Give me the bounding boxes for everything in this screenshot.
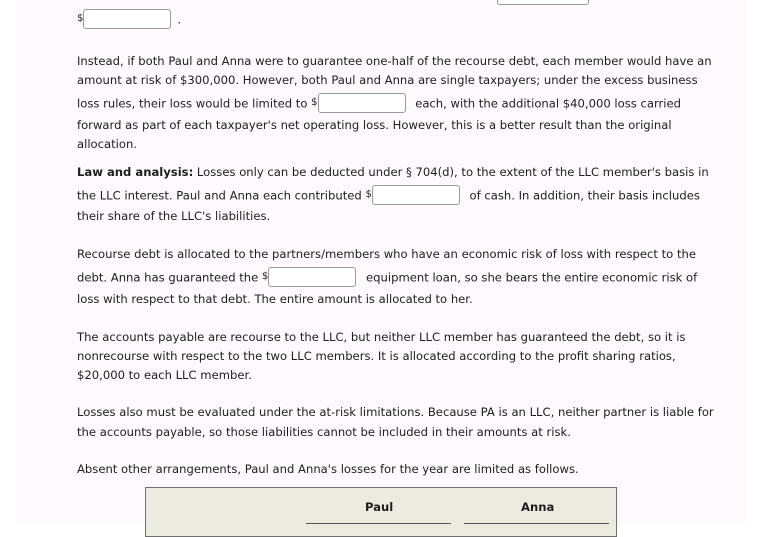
- currency-symbol: $: [261, 271, 269, 282]
- p3-line-2-after: equipment loan, so she bears the entire economic risk of: [366, 270, 698, 285]
- p1-line-4: forward as part of each taxpayer's net operating loss. However, this is a better result than the original: [77, 118, 672, 132]
- p2-line-1-rest: Losses only can be deducted under § 704(d), to the extent of the LLC member's basis in: [193, 165, 709, 179]
- equipment-loan-input[interactable]: [268, 267, 356, 287]
- p5-line-2: the accounts payable, so those liabilities cannot be included in their amounts at risk.: [77, 425, 571, 439]
- p3-line-3: loss with respect to that debt. The entire amount is allocated to her.: [77, 292, 473, 306]
- p5-line-1: Losses also must be evaluated under the at-risk limitations. Because PA is an LLC, neither partner is liable for: [77, 405, 714, 419]
- p4-line-3: $20,000 to each LLC member.: [77, 368, 252, 382]
- currency-symbol: $: [77, 13, 84, 24]
- law-and-analysis-heading: Law and analysis:: [77, 165, 194, 179]
- p3-line-2: [77, 268, 697, 288]
- p2-line-3: their share of the LLC's liabilities.: [77, 209, 271, 223]
- column-header-anna: Anna: [521, 500, 555, 514]
- p2-line-1: [77, 164, 709, 180]
- p1-line-3-after: each, with the additional $40,000 loss carried: [415, 96, 682, 111]
- p2-line-2-after: of cash. In addition, their basis includes: [469, 188, 700, 203]
- p2-line-2-before: the LLC interest. Paul and Anna each contributed: [77, 188, 362, 203]
- p3-line-2-before: debt. Anna has guaranteed the: [77, 270, 259, 285]
- currency-symbol: $: [365, 189, 372, 200]
- p4-line-1: The accounts payable are recourse to the LLC, but neither LLC member has guaranteed the debt, so it is: [77, 330, 686, 344]
- top-input-row: [77, 10, 181, 30]
- cash-contribution-input[interactable]: [372, 185, 460, 205]
- p1-line-5: allocation.: [77, 137, 138, 151]
- currency-symbol: $: [311, 97, 318, 108]
- top-answer-field[interactable]: [497, 0, 589, 5]
- loss-limit-table: [145, 487, 617, 537]
- p1-line-1: Instead, if both Paul and Anna were to guarantee one-half of the recourse debt, each member would have an: [77, 54, 712, 68]
- top-amount-input[interactable]: [83, 9, 171, 29]
- p6-line-1: Absent other arrangements, Paul and Anna's losses for the year are limited as follows.: [77, 462, 579, 476]
- p1-line-3-before: loss rules, their loss would be limited to: [77, 96, 308, 111]
- trailing-period: .: [177, 12, 182, 27]
- p1-line-2: amount at risk of $300,000. However, both Paul and Anna are single taxpayers; under the excess business: [77, 73, 698, 87]
- column-header-paul: Paul: [365, 500, 394, 514]
- p3-line-1: Recourse debt is allocated to the partners/members who have an economic risk of loss with respect to the: [77, 247, 696, 261]
- p4-line-2: nonrecourse with respect to the two LLC members. It is allocated according to the profit sharing ratios,: [77, 349, 676, 363]
- loss-limit-input[interactable]: [318, 93, 406, 113]
- p1-line-3: [77, 94, 681, 114]
- p2-line-2: [77, 186, 700, 206]
